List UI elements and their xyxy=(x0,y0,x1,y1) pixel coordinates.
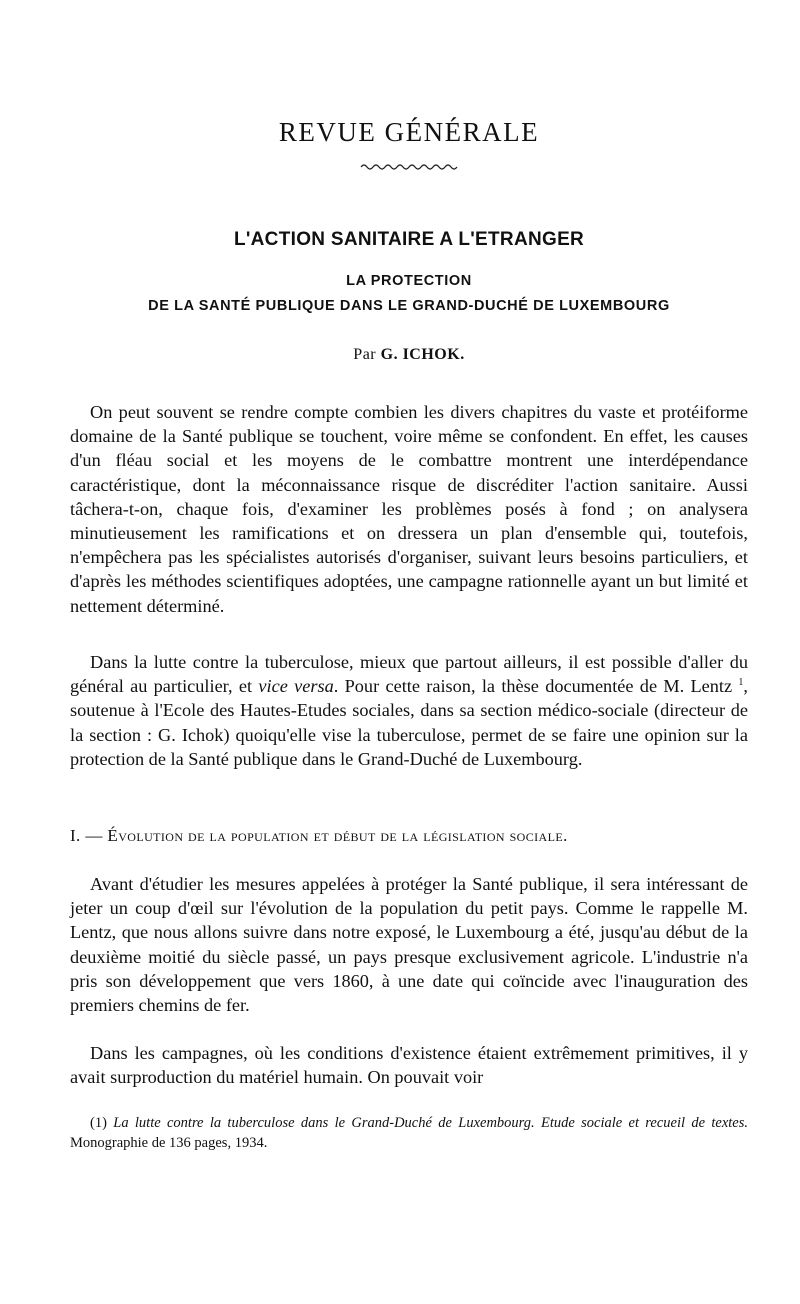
paragraph-text: , soutenue à l'Ecole des Hautes-Etudes sociales, dans sa section médico-sociale (directeur de la section : G. Ichok) quoiqu'elle vise la tuberculose, permet de se faire une opinion sur la protection de la Santé publique dans le Grand-Duché de Luxembourg. xyxy=(70,676,748,769)
footnote-marker: (1) xyxy=(90,1115,107,1131)
article-title: L'ACTION SANITAIRE A L'ETRANGER xyxy=(233,229,585,250)
paragraph-text: . Pour cette raison, la thèse documentée de M. Lentz xyxy=(333,676,739,697)
footnote-title: La lutte contre la tuberculose dans le Grand-Duché de Luxembourg. Etude sociale et recueil de textes. xyxy=(113,1115,748,1131)
article-subtitle-line1: LA PROTECTION xyxy=(346,273,472,289)
byline-prefix: Par xyxy=(353,346,377,363)
paragraph-text: Dans la lutte contre la tuberculose, mieux que partout ailleurs, il est possible d'aller du général au particulier, et xyxy=(70,652,748,697)
paragraph-population: Avant d'étudier les mesures appelées à protéger la Santé publique, il sera intéressant de jeter un coup d'œil sur l'évolution de la population du petit pays. Comme le rappelle M. Lentz, que nous allons suivre dans notre exposé, le Luxembourg a été, jusqu'au début de la deuxième moitié du siècle passé, un pays presque exclusivement agricole. L'industrie n'a pris son développement que vers 1860, à une date qui coïncide avec l'inauguration des premiers chemins de fer. xyxy=(70,874,748,1016)
section-number: I. — xyxy=(70,826,108,845)
author-name: G. ICHOK. xyxy=(380,346,465,363)
paragraph-tuberculosis xyxy=(70,650,748,771)
footnote-reference: 1 xyxy=(738,677,744,689)
section-title-text: Évolution de la population et début de la législation sociale. xyxy=(107,826,568,845)
journal-section-title: REVUE GÉNÉRALE xyxy=(278,117,540,147)
section-heading xyxy=(70,826,748,846)
footnote xyxy=(70,1113,748,1153)
footnote-details: Monographie de 136 pages, 1934. xyxy=(70,1135,268,1151)
wavy-rule-ornament xyxy=(359,162,459,172)
paragraph-campaigns: Dans les campagnes, où les conditions d'existence étaient extrêmement primitives, il y avait surproduction du matériel humain. On pouvait voir xyxy=(70,1043,748,1088)
italic-phrase: vice versa xyxy=(258,676,334,697)
paragraph-intro: On peut souvent se rendre compte combien les divers chapitres du vaste et protéiforme domaine de la Santé publique se touchent, voire même se confondent. En effet, les causes d'un fléau social et les moyens de le combattre montrent une interdépendance caractéristique, dont la méconnaissance risque de discréditer l'action sanitaire. Aussi tâchera-t-on, chaque fois, d'examiner les problèmes posés à fond ; on analysera minutieusement les ramifications et on dressera un plan d'ensemble qui, toutefois, n'empêchera pas les spécialistes autorisés d'organiser, suivant leurs besoins particuliers, et d'après les méthodes scientifiques adoptées, une campagne rationnelle ayant un but limité et nettement déterminé. xyxy=(70,402,748,616)
article-subtitle-line2: DE LA SANTÉ PUBLIQUE DANS LE GRAND-DUCHÉ DE LUXEMBOURG xyxy=(148,298,670,314)
byline xyxy=(70,346,748,364)
